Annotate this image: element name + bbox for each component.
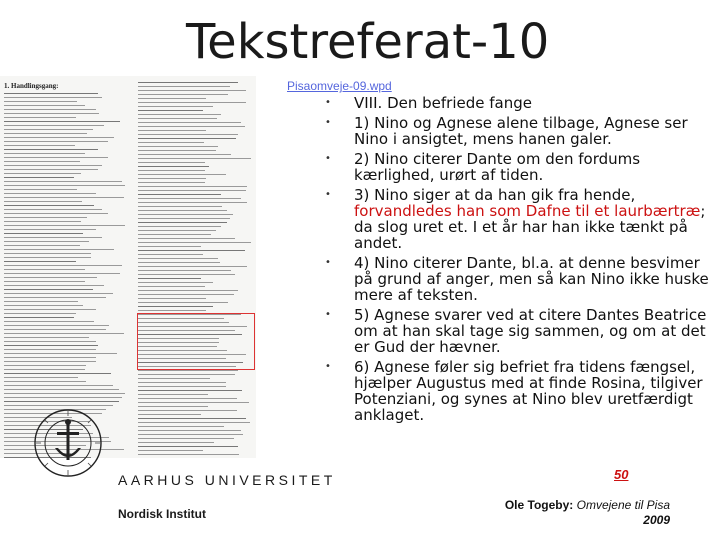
thumbnail-text-line [4,333,124,334]
bullet-text: ; da slog uret et. I et år har han ikke tænkt på andet. [354,202,706,252]
footer-year: 2009 [643,513,670,527]
thumbnail-text-line [138,154,231,155]
thumbnail-text-line [138,222,227,223]
university-name: AARHUS UNIVERSITET [118,472,336,488]
thumbnail-text-line [4,201,82,202]
thumbnail-text-line [138,374,235,375]
bullet-text: 5) Agnese svarer ved at citere Dantes Beatrice om at han skal tage sig sammen, og om at det er Gud der hævner. [354,306,707,356]
thumbnail-text-line [138,422,250,423]
thumbnail-text-line [138,82,238,83]
thumbnail-text-line [4,385,113,386]
thumbnail-text-line [138,274,235,275]
thumbnail-text-line [138,146,218,147]
thumbnail-text-line [4,269,85,270]
thumbnail-text-line [138,102,246,103]
slide-title: Tekstreferat-10 [186,14,550,70]
thumbnail-text-line [4,149,98,150]
thumbnail-text-line [4,317,74,318]
thumbnail-text-line [138,446,238,447]
thumbnail-text-line [138,294,234,295]
thumbnail-text-line [138,390,242,391]
thumbnail-text-line [138,398,237,399]
thumbnail-text-line [4,153,85,154]
thumbnail-text-line [138,234,211,235]
bullet-text: 6) Agnese føler sig befriet fra tidens fængsel, hjælper Augustus med at finde Rosina, tilgiver Potenziani, og synes at Nino blev uretfærdigt anklaget. [354,358,703,424]
thumbnail-text-line [138,286,205,287]
thumbnail-text-line [4,389,119,390]
thumbnail-text-line [138,254,203,255]
thumbnail-text-line [4,217,87,218]
thumbnail-text-line [4,365,86,366]
thumbnail-text-line [4,233,83,234]
bullet-dot-icon: • [325,257,331,268]
institute-name: Nordisk Institut [118,507,207,521]
thumbnail-text-line [138,310,206,311]
footer-author: Ole Togeby: [504,498,574,512]
thumbnail-text-line [138,450,203,451]
thumbnail-text-line [138,302,228,303]
thumbnail-text-line [4,309,96,310]
thumbnail-text-line [138,190,246,191]
thumbnail-text-line [138,142,204,143]
thumbnail-text-line [138,238,235,239]
thumbnail-text-line [4,177,74,178]
thumbnail-text-line [4,181,122,182]
thumbnail-text-line [138,98,206,99]
thumbnail-text-line [138,170,205,171]
thumbnail-text-line [4,401,119,402]
thumbnail-text-line [4,161,80,162]
thumbnail-text-line [4,109,96,110]
page-number: 50 [614,467,629,482]
thumbnail-text-line [4,369,85,370]
thumbnail-text-line [4,341,96,342]
thumbnail-text-line [138,306,213,307]
thumbnail-text-line [138,158,251,159]
thumbnail-text-line [4,225,125,226]
thumbnail-text-line [138,150,216,151]
thumbnail-text-line [138,174,226,175]
thumbnail-text-line [138,258,218,259]
thumbnail-text-line [138,382,226,383]
thumbnail-text-line [4,185,125,186]
bullet-dot-icon: • [325,97,331,108]
thumbnail-text-line [138,138,236,139]
thumbnail-text-line [138,298,206,299]
thumbnail-text-line [4,249,114,250]
bullet-item [320,151,712,183]
thumbnail-text-line [4,313,76,314]
thumbnail-text-line [4,221,81,222]
thumbnail-text-line [138,394,208,395]
thumbnail-text-line [138,378,210,379]
thumbnail-text-line [4,169,98,170]
thumbnail-text-line [4,137,114,138]
thumbnail-text-line [4,373,111,374]
thumbnail-text-line [4,213,108,214]
thumbnail-text-line [138,370,238,371]
thumbnail-text-line [4,349,96,350]
thumbnail-text-line [4,397,122,398]
thumbnail-text-line [4,145,75,146]
thumbnail-text-line [138,270,231,271]
thumbnail-text-line [138,186,247,187]
bullet-item [320,187,712,251]
thumbnail-text-line [4,393,125,394]
thumbnail-text-line [4,293,113,294]
thumbnail-text-line [4,261,76,262]
thumbnail-text-line [138,278,201,279]
thumbnail-text-line [138,94,228,95]
thumbnail-text-line [4,305,83,306]
thumbnail-text-line [138,426,224,427]
thumbnail-text-line [4,337,89,338]
thumbnail-text-line [138,406,208,407]
thumbnail-text-line [4,281,85,282]
thumbnail-text-line [4,265,122,266]
thumbnail-text-line [4,325,109,326]
thumbnail-text-line [138,122,241,123]
thumbnail-text-line [138,430,241,431]
thumbnail-text-line [138,246,201,247]
bullet-dot-icon: • [325,117,331,128]
thumbnail-text-line [138,434,243,435]
footer-work-title: Omvejene til Pisa [576,498,670,512]
thumbnail-text-line [138,202,247,203]
thumbnail-text-line [138,386,226,387]
thumbnail-text-line [138,242,251,243]
thumbnail-text-line [138,118,217,119]
thumbnail-text-line [138,290,238,291]
file-link[interactable]: Pisaomveje-09.wpd [287,79,392,93]
thumbnail-text-line [4,245,80,246]
thumbnail-text-line [4,381,86,382]
thumbnail-text-line [138,210,227,211]
thumbnail-text-line [4,125,104,126]
thumbnail-text-line [4,257,91,258]
document-thumbnail [0,76,256,458]
thumbnail-text-line [138,218,230,219]
thumbnail-text-line [4,209,102,210]
thumbnail-text-line [138,198,241,199]
bullet-highlight-text: forvandledes han som Dafne til et laurbærtræ [354,202,701,220]
thumbnail-text-line [4,273,120,274]
bullet-text: 1) Nino og Agnese alene tilbage, Agnese ser Nino i ansigtet, mens hanen galer. [354,114,688,148]
thumbnail-text-line [138,402,249,403]
bullet-item [320,307,712,355]
thumbnail-text-line [138,162,205,163]
thumbnail-heading: 1. Handlingsgang: [4,82,59,90]
thumbnail-text-line [4,277,97,278]
thumbnail-text-line [4,377,78,378]
thumbnail-text-line [4,129,93,130]
thumbnail-text-line [4,121,120,122]
thumbnail-text-line [138,126,245,127]
bullet-dot-icon: • [325,309,331,320]
thumbnail-text-line [4,173,81,174]
thumbnail-text-line [4,289,93,290]
thumbnail-text-line [4,253,91,254]
bullet-item [320,255,712,303]
thumbnail-text-line [4,285,104,286]
thumbnail-text-line [138,178,206,179]
thumbnail-text-line [4,165,102,166]
bullet-item [320,359,712,423]
thumbnail-text-line [4,321,94,322]
thumbnail-text-line [138,90,246,91]
thumbnail-text-line [4,193,96,194]
thumbnail-text-line [138,226,221,227]
thumbnail-text-line [4,197,124,198]
thumbnail-text-line [4,205,94,206]
university-seal-logo [33,408,103,478]
thumbnail-text-line [4,297,106,298]
thumbnail-text-line [4,345,98,346]
thumbnail-text-line [138,114,221,115]
thumbnail-text-line [138,230,216,231]
bullet-item [320,95,712,111]
bullet-item [320,115,712,147]
thumbnail-text-line [4,405,113,406]
thumbnail-text-line [138,418,246,419]
bullet-text: VIII. Den befriede fange [354,94,532,112]
thumbnail-right-column [138,82,252,458]
thumbnail-text-line [4,101,77,102]
thumbnail-text-line [4,157,108,158]
thumbnail-text-line [138,214,233,215]
thumbnail-text-line [138,206,222,207]
bullet-text: 3) Nino siger at da han gik fra hende, [354,186,636,204]
thumbnail-text-line [4,105,85,106]
thumbnail-text-line [4,113,99,114]
thumbnail-text-line [138,86,230,87]
thumbnail-highlight-box [137,313,255,370]
thumbnail-text-line [138,266,247,267]
thumbnail-text-line [4,329,106,330]
thumbnail-text-line [4,357,96,358]
thumbnail-text-line [4,361,96,362]
thumbnail-text-line [138,110,203,111]
thumbnail-text-line [4,93,98,94]
thumbnail-text-line [4,301,78,302]
bullet-text: 4) Nino citerer Dante, bl.a. at denne besvimer på grund af anger, men så kan Nino ikke huske mere af teksten. [354,254,709,304]
thumbnail-text-line [138,442,214,443]
bullet-dot-icon: • [325,361,331,372]
thumbnail-text-line [138,262,220,263]
bullet-dot-icon: • [325,189,331,200]
thumbnail-text-line [138,182,205,183]
thumbnail-text-line [4,189,77,190]
thumbnail-text-line [138,410,237,411]
thumbnail-text-line [4,353,117,354]
thumbnail-text-line [4,133,87,134]
thumbnail-text-line [138,106,213,107]
footer-citation [505,498,670,528]
bullet-text: 2) Nino citerer Dante om den fordums kærlighed, urørt af tiden. [354,150,641,184]
thumbnail-text-line [4,229,96,230]
thumbnail-text-line [4,117,76,118]
thumbnail-text-line [4,97,102,98]
thumbnail-text-line [4,141,108,142]
thumbnail-text-line [138,166,209,167]
thumbnail-text-line [138,414,201,415]
thumbnail-text-line [138,194,221,195]
bullet-dot-icon: • [325,153,331,164]
thumbnail-left-column [4,82,126,458]
thumbnail-text-line [138,134,238,135]
thumbnail-text-line [138,438,234,439]
thumbnail-text-line [138,454,239,455]
bullet-list [320,95,712,427]
thumbnail-text-line [138,282,213,283]
thumbnail-text-line [4,241,89,242]
thumbnail-text-line [4,237,102,238]
thumbnail-text-line [138,130,206,131]
thumbnail-text-line [138,250,245,251]
